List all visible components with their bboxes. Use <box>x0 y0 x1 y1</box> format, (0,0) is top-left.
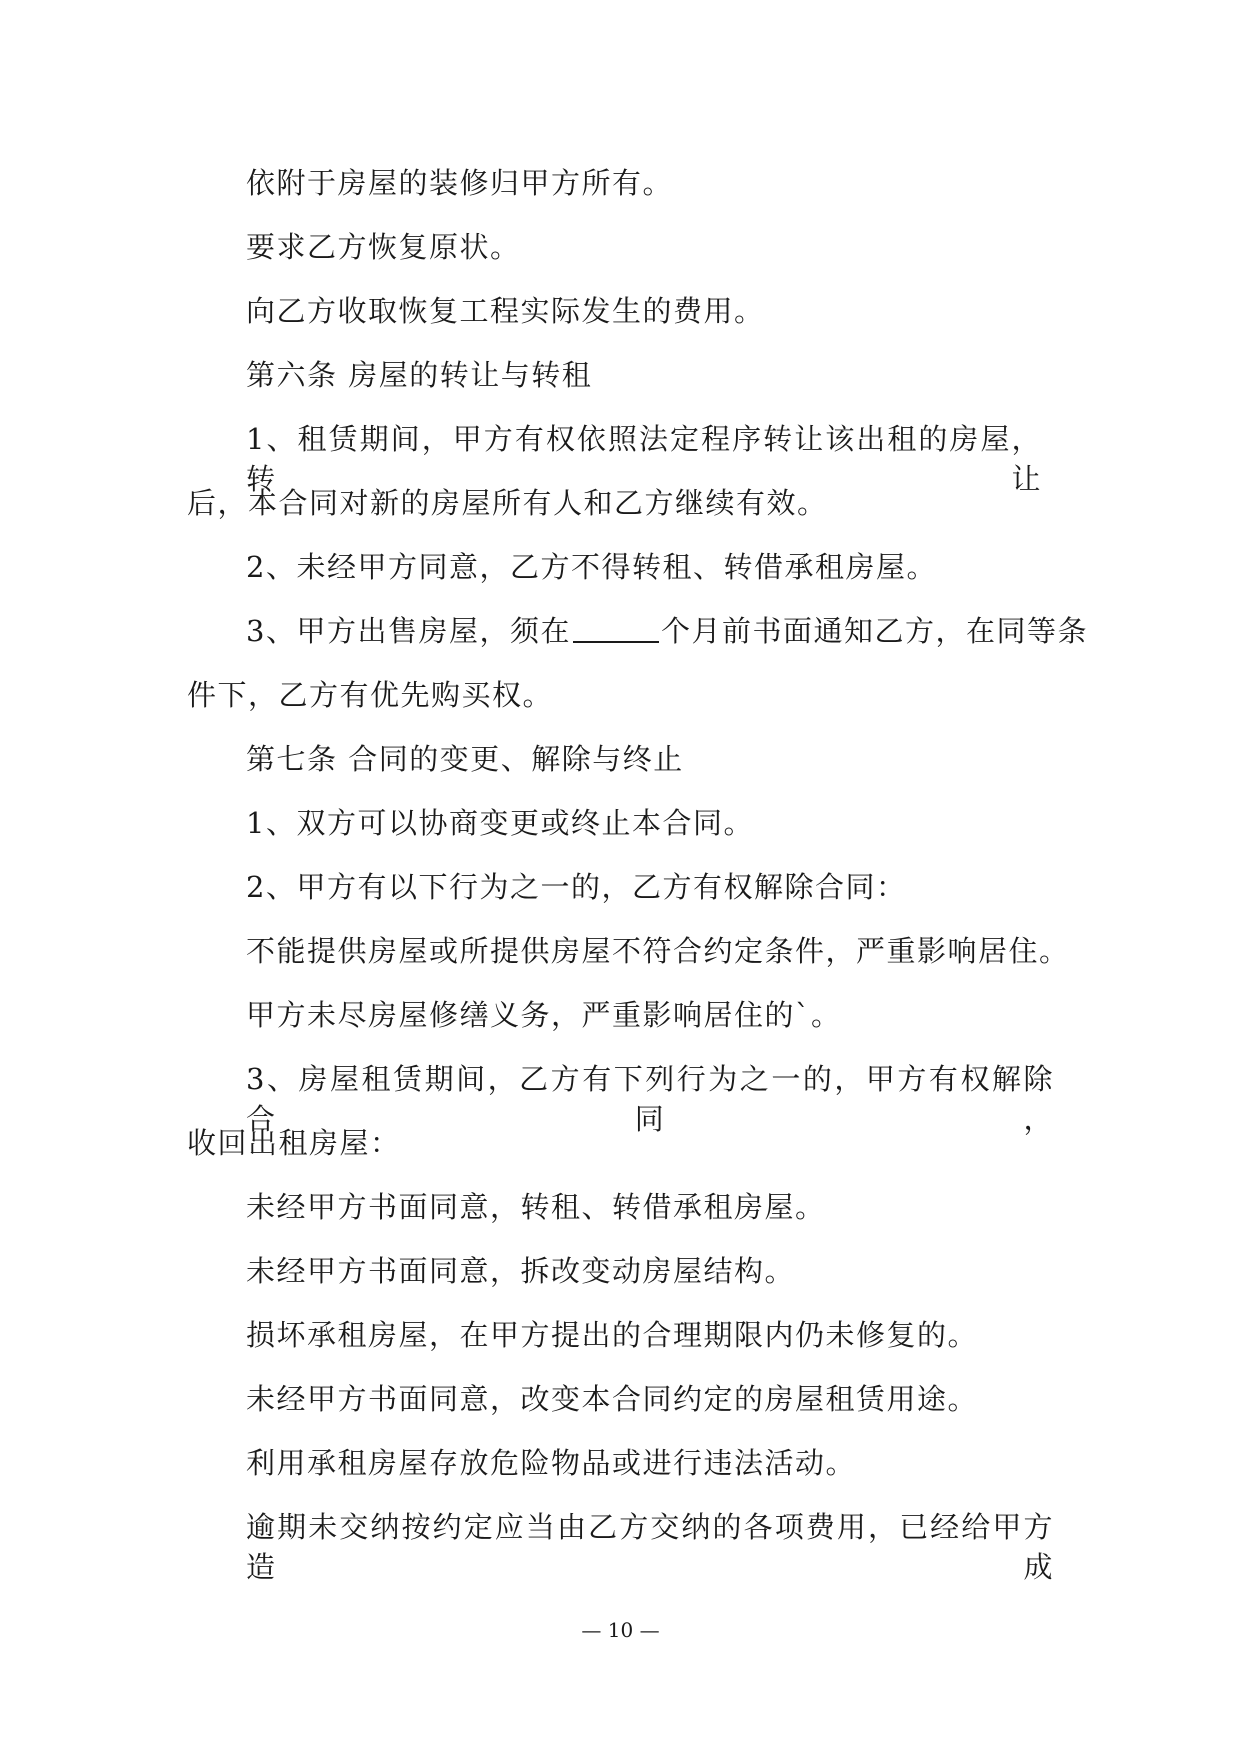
paragraph-line: 件下，乙方有优先购买权。 <box>187 678 554 712</box>
paragraph-text: 个月前书面通知乙方，在同等条 <box>660 614 1088 648</box>
section-heading: 第七条 合同的变更、解除与终止 <box>246 742 684 776</box>
paragraph-text: 3、甲方出售房屋，须在 <box>246 614 571 648</box>
paragraph-line: 未经甲方书面同意，转租、转借承租房屋。 <box>246 1190 826 1224</box>
paragraph-line: 利用承租房屋存放危险物品或进行违法活动。 <box>246 1446 857 1480</box>
paragraph-line: 向乙方收取恢复工程实际发生的费用。 <box>246 294 765 328</box>
paragraph-line: 甲方未尽房屋修缮义务，严重影响居住的`。 <box>246 998 842 1032</box>
paragraph-line: 损坏承租房屋，在甲方提出的合理期限内仍未修复的。 <box>246 1318 979 1352</box>
paragraph-line: 依附于房屋的装修归甲方所有。 <box>246 166 674 200</box>
paragraph-line: 要求乙方恢复原状。 <box>246 230 521 264</box>
paragraph-line: 未经甲方书面同意，改变本合同约定的房屋租赁用途。 <box>246 1382 979 1416</box>
paragraph-line: 1、租赁期间，甲方有权依照法定程序转让该出租的房屋，转让 <box>246 422 1042 496</box>
paragraph-line: 收回出租房屋： <box>187 1126 401 1160</box>
paragraph-line: 未经甲方书面同意，拆改变动房屋结构。 <box>246 1254 796 1288</box>
paragraph-line: 3、房屋租赁期间，乙方有下列行为之一的，甲方有权解除合同， <box>246 1062 1054 1136</box>
paragraph-line: 不能提供房屋或所提供房屋不符合约定条件，严重影响居住。 <box>246 934 1070 968</box>
paragraph-line: 后，本合同对新的房屋所有人和乙方继续有效。 <box>187 486 828 520</box>
paragraph-line: 逾期未交纳按约定应当由乙方交纳的各项费用，已经给甲方造成 <box>246 1510 1054 1584</box>
fill-in-blank <box>573 615 659 643</box>
section-heading: 第六条 房屋的转让与转租 <box>246 358 593 392</box>
paragraph-line: 1、双方可以协商变更或终止本合同。 <box>246 806 754 840</box>
paragraph-line: 2、甲方有以下行为之一的，乙方有权解除合同： <box>246 870 907 904</box>
page-number: — 10 — <box>581 1618 660 1642</box>
paragraph-line-with-blank <box>246 611 1088 651</box>
paragraph-line: 2、未经甲方同意，乙方不得转租、转借承租房屋。 <box>246 550 937 584</box>
